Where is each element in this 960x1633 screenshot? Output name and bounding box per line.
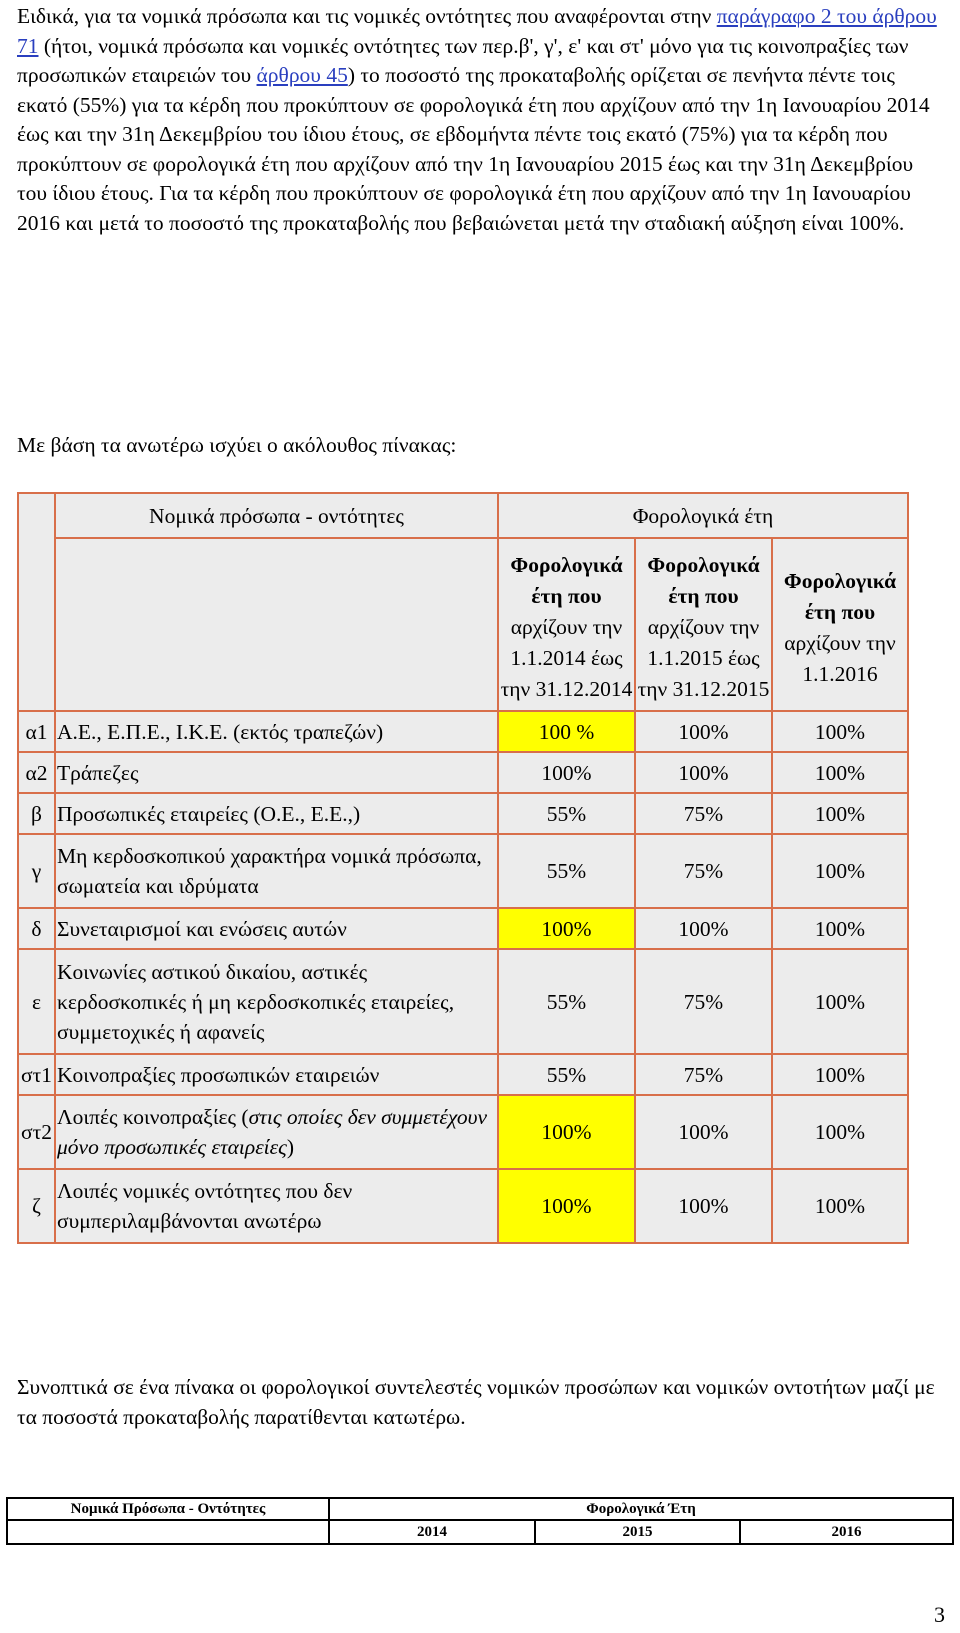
row-entity-pre: Λοιπές κοινοπραξίες ( [57,1105,249,1129]
row-entity: Συνεταιρισμοί και ενώσεις αυτών [55,908,498,949]
row-code: γ [18,834,55,908]
header-tax-years: Φορολογικά έτη [498,493,908,538]
row-entity [55,1095,498,1169]
row-entity: Λοιπές νομικές οντότητες που δεν συμπεριλαμβάνονται ανωτέρω [55,1169,498,1243]
header-entities: Νομικά πρόσωπα - οντότητες [55,493,498,538]
intro-line1: Ειδικά, για τα νομικά πρόσωπα και τις νομικές οντότητες που αναφέρονται στην [17,4,712,28]
row-value-2016: 100% [772,949,908,1054]
table-row [18,793,908,834]
row-value-2014: 55% [498,793,635,834]
row-value-2016: 100% [772,1169,908,1243]
lead-in-text: Με βάση τα ανωτέρω ισχύει ο ακόλουθος πίνακας: [17,433,457,457]
table-row [18,949,908,1054]
row-value-2015: 100% [635,752,772,793]
row-value-2016: 100% [772,711,908,752]
intro-text1: (ήτοι, νομικά πρόσωπα και νομικές οντότητες των περ.β', γ', ε' και στ' μόνο για τις κοινοπραξίες των προσωπικών εταιρειών του [17,33,909,87]
page-number: 3 [934,1602,945,1627]
row-value-2015: 75% [635,834,772,908]
row-code: α2 [18,752,55,793]
table-row [18,1054,908,1095]
intro-text2: ) το ποσοστό της προκαταβολής ορίζεται σε πενήντα πέντε τοις εκατό (55%) για τα κέρδη που προκύπτουν σε φορολογικά έτη που αρχίζουν από την 1η Ιανουαρίου 2014 έως και την 31η Δεκεμβρίου του ίδιου έτους, σε εβδομήντα πέντε τοις εκατό (75%) για τα κέρδη που προκύπτουν σε φορολογικά έτη που αρχίζουν από την 1η Ιανουαρίου 2015 έως και την 31η Δεκεμβρίου του ίδιου έτους. Για τα κέρδη που προκύπτουν σε φορολογικά έτη που αρχίζουν από την 1η Ιανουαρίου 2016 και μετά το ποσοστό της προκαταβολής που βεβαιώνεται μετά την σταδιακή αύξηση είναι 100%. [17,63,930,235]
article-45-link[interactable]: άρθρου 45 [256,63,348,87]
header-2014-rest: αρχίζουν την 1.1.2014 έως την 31.12.2014 [500,615,633,701]
row-code: α1 [18,711,55,752]
row-code: δ [18,908,55,949]
row-entity-post: ) [286,1135,295,1159]
header-2014-bold: Φορολογικά έτη που [510,553,623,608]
summary-year-2015: 2015 [535,1520,740,1544]
table-row [18,1095,908,1169]
header-2016-rest: αρχίζουν την 1.1.2016 [784,630,896,686]
row-code: στ2 [18,1095,55,1169]
prepayment-table [17,492,909,1244]
header-year-2015 [635,538,772,711]
summary-intro-text: Συνοπτικά σε ένα πίνακα οι φορολογικοί συντελεστές νομικών προσώπων και νομικών οντοτήτων μαζί με τα ποσοστά προκαταβολής παρατίθενται κατωτέρω. [17,1375,935,1429]
row-entity: Κοινοπραξίες προσωπικών εταιρειών [55,1054,498,1095]
row-value-2016: 100% [772,908,908,949]
row-entity-italic: στις οποίες δεν συμμετέχουν μόνο προσωπικές εταιρείες [57,1105,487,1159]
row-entity: Κοινωνίες αστικού δικαίου, αστικές κερδοσκοπικές ή μη κερδοσκοπικές εταιρείες, συμμετοχικές ή αφανείς [55,949,498,1054]
header-2015-bold: Φορολογικά έτη που [647,553,760,608]
summary-table [6,1497,954,1545]
row-value-2015: 100% [635,908,772,949]
row-value-2015: 100% [635,1095,772,1169]
summary-header-tax-years: Φορολογικά Έτη [329,1498,953,1520]
row-value-2014: 100% [498,1095,635,1169]
row-value-2016: 100% [772,752,908,793]
row-value-2016: 100% [772,834,908,908]
row-value-2014: 55% [498,949,635,1054]
row-code: ε [18,949,55,1054]
header-code-cell [18,493,55,711]
summary-header-entities: Νομικά Πρόσωπα - Οντότητες [7,1498,329,1520]
row-entity: Α.Ε., Ε.Π.Ε., Ι.Κ.Ε. (εκτός τραπεζών) [55,711,498,752]
row-value-2015: 100% [635,711,772,752]
row-value-2014: 55% [498,1054,635,1095]
table-row [18,1169,908,1243]
row-value-2014: 55% [498,834,635,908]
row-value-2014: 100 % [498,711,635,752]
summary-header-blank [7,1520,329,1544]
intro-paragraph [17,2,947,238]
summary-year-2016: 2016 [740,1520,953,1544]
header-year-2016 [772,538,908,711]
table-row [18,908,908,949]
row-code: ζ [18,1169,55,1243]
row-value-2014: 100% [498,752,635,793]
row-entity: Μη κερδοσκοπικού χαρακτήρα νομικά πρόσωπα, σωματεία και ιδρύματα [55,834,498,908]
table-row [18,752,908,793]
table-row [18,711,908,752]
article-71-link[interactable]: παράγραφο 2 του άρθρου 71 [17,4,937,58]
row-value-2015: 75% [635,793,772,834]
row-value-2015: 100% [635,1169,772,1243]
row-value-2016: 100% [772,1095,908,1169]
row-code: στ1 [18,1054,55,1095]
row-value-2015: 75% [635,949,772,1054]
header-year-2014 [498,538,635,711]
table-row [18,834,908,908]
row-value-2014: 100% [498,1169,635,1243]
row-value-2016: 100% [772,793,908,834]
header-2016-bold: Φορολογικά έτη που [783,568,897,624]
row-code: β [18,793,55,834]
row-value-2016: 100% [772,1054,908,1095]
row-value-2014: 100% [498,908,635,949]
summary-year-2014: 2014 [329,1520,535,1544]
header-entities-blank [55,538,498,711]
row-value-2015: 75% [635,1054,772,1095]
header-2015-rest: αρχίζουν την 1.1.2015 έως την 31.12.2015 [637,615,770,701]
row-entity: Προσωπικές εταιρείες (Ο.Ε., Ε.Ε.,) [55,793,498,834]
row-entity: Τράπεζες [55,752,498,793]
